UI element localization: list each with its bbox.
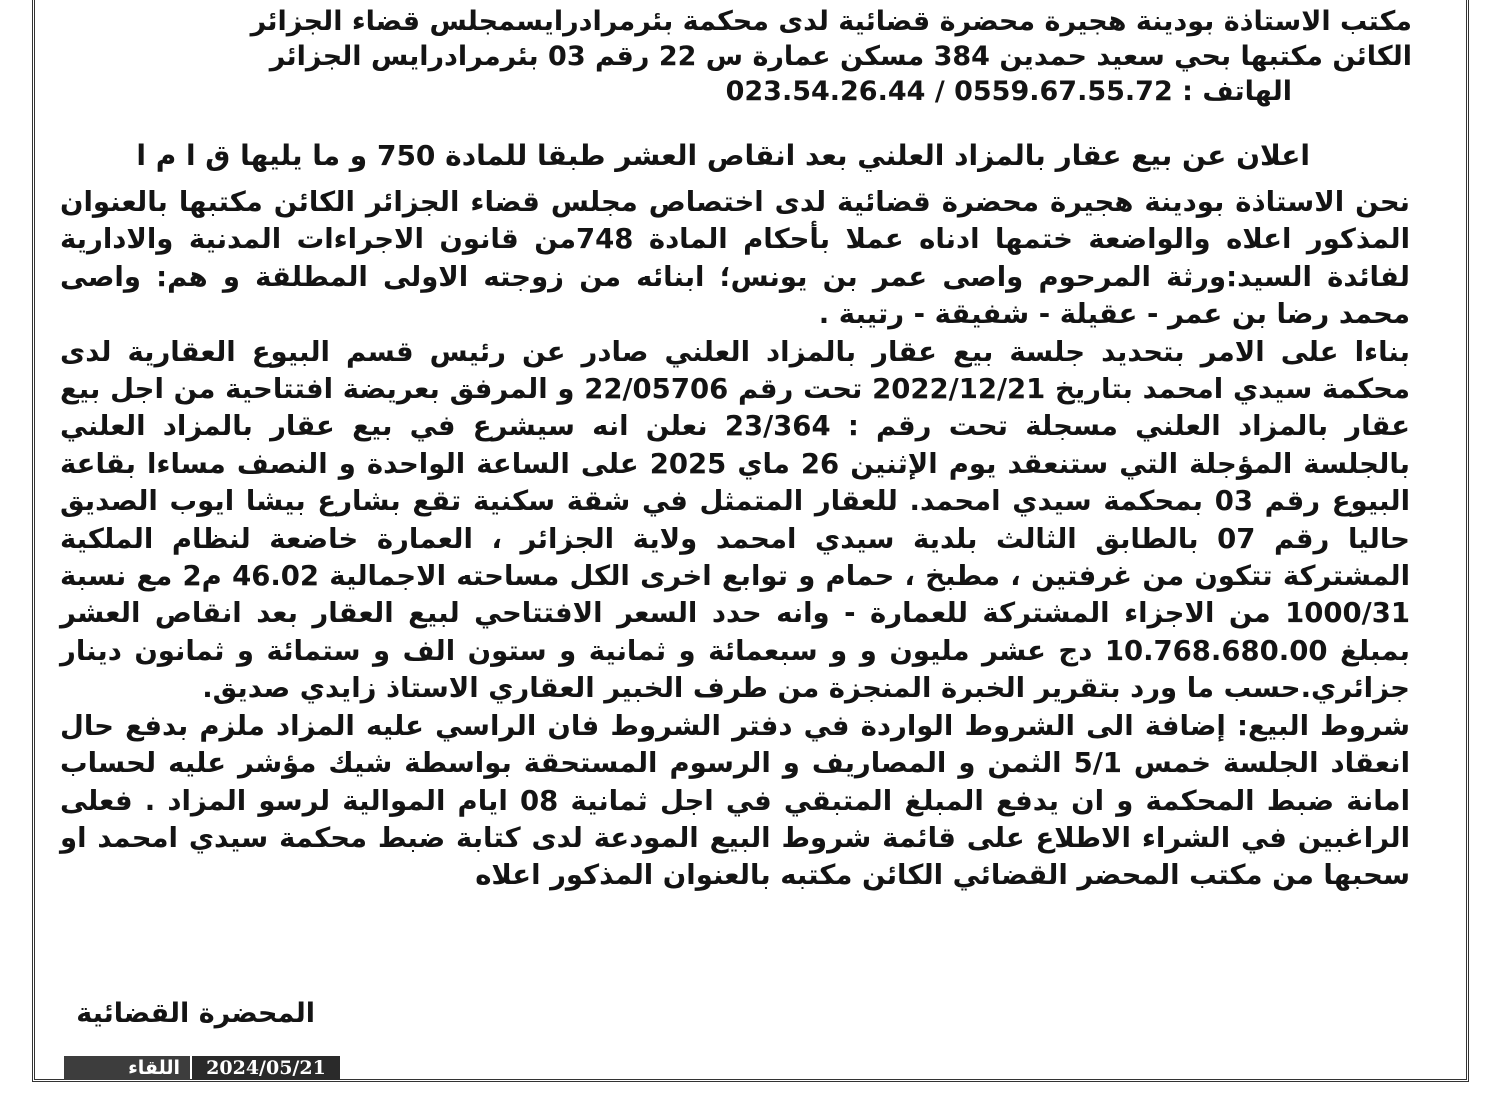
announcement-body	[60, 184, 1410, 895]
office-address-line: الكائن مكتبها بحي سعيد حمدين 384 مسكن عمارة س 22 رقم 03 بئرمرادرايس الجزائر	[269, 41, 1412, 72]
publication-date: 2024/05/21	[192, 1056, 340, 1080]
bailiff-office-header	[62, 4, 1412, 109]
office-name-line: مكتب الاستاذة بودينة هجيرة محضرة قضائية لدى محكمة بئرمرادرايسمجلس قضاء الجزائر	[250, 6, 1412, 37]
sale-details-paragraph: بناءا على الامر بتحديد جلسة بيع عقار بالمزاد العلني صادر عن رئيس قسم البيوع العقارية لدى محكمة سيدي امحمد بتاريخ 2022/12/21 تحت رقم 22/05706 و المرفق بعريضة افتتاحية من اجل بيع عقار بالمزاد العلني مسجلة تحت رقم : 23/364 نعلن انه سيشرع في بيع عقار بالمزاد العلني بالجلسة المؤجلة التي ستنعقد يوم الإثنين 26 ماي 2025 على الساعة الواحدة و النصف مساءا بقاعة البيوع رقم 03 بمحكمة سيدي امحمد. للعقار المتمثل في شقة سكنية تقع بشارع بيشا ايوب الصديق حاليا رقم 07 بالطابق الثالث بلدية سيدي امحمد ولاية الجزائر ، العمارة خاضعة لنظام الملكية المشتركة تتكون من غرفتين ، مطبخ ، حمام و توابع اخرى الكل مساحته الاجمالية 46.02 م2 مع نسبة 1000/31 من الاجزاء المشتركة للعمارة - وانه حدد السعر الافتتاحي لبيع العقار بعد انقاص العشر بمبلغ 10.768.680.00 دج عشر مليون و و سبعمائة و ثمانية و ستون الف و ستمائة و ثمانون دينار جزائري.حسب ما ورد بتقرير الخبرة المنجزة من طرف الخبير العقاري الاستاذ زايدي صديق.	[60, 335, 1411, 705]
announcement-title: اعلان عن بيع عقار بالمزاد العلني بعد انقاص العشر طبقا للمادة 750 و ما يليها ق ا م ا	[136, 139, 1310, 172]
newspaper-footer	[64, 1056, 340, 1080]
office-phone-line: الهاتف : 0559.67.55.72 / 023.54.26.44	[725, 76, 1292, 107]
intro-paragraph: نحن الاستاذة بودينة هجيرة محضرة قضائية لدى اختصاص مجلس قضاء الجزائر الكائن مكتبها بالعنوان المذكور اعلاه والواضعة ختمها ادناه عملا بأحكام المادة 748من قانون الاجراءات المدنية والادارية لفائدة السيد:ورثة المرحوم واصى عمر بن يونس؛ ابنائه من زوجته الاولى المطلقة و هم: واصى محمد رضا بن عمر - عقيلة - شفيقة - رتيبة .	[60, 186, 1410, 331]
sale-conditions-paragraph: شروط البيع: إضافة الى الشروط الواردة في دفتر الشروط فان الراسي عليه المزاد ملزم بدفع حال انعقاد الجلسة خمس 5/1 الثمن و المصاريف و الرسوم المستحقة بواسطة شيك مؤشر عليه لحساب امانة ضبط المحكمة و ان يدفع المبلغ المتبقي في اجل ثمانية 08 ايام الموالية لرسو المزاد . فعلى الراغبين في الشراء الاطلاع على قائمة شروط البيع المودعة لدى كتابة ضبط محكمة سيدي امحمد او سحبها من مكتب المحضر القضائي الكائن مكتبه بالعنوان المذكور اعلاه	[60, 709, 1410, 892]
newspaper-name: اللقاء	[64, 1056, 190, 1080]
signature: المحضرة القضائية	[76, 998, 315, 1029]
